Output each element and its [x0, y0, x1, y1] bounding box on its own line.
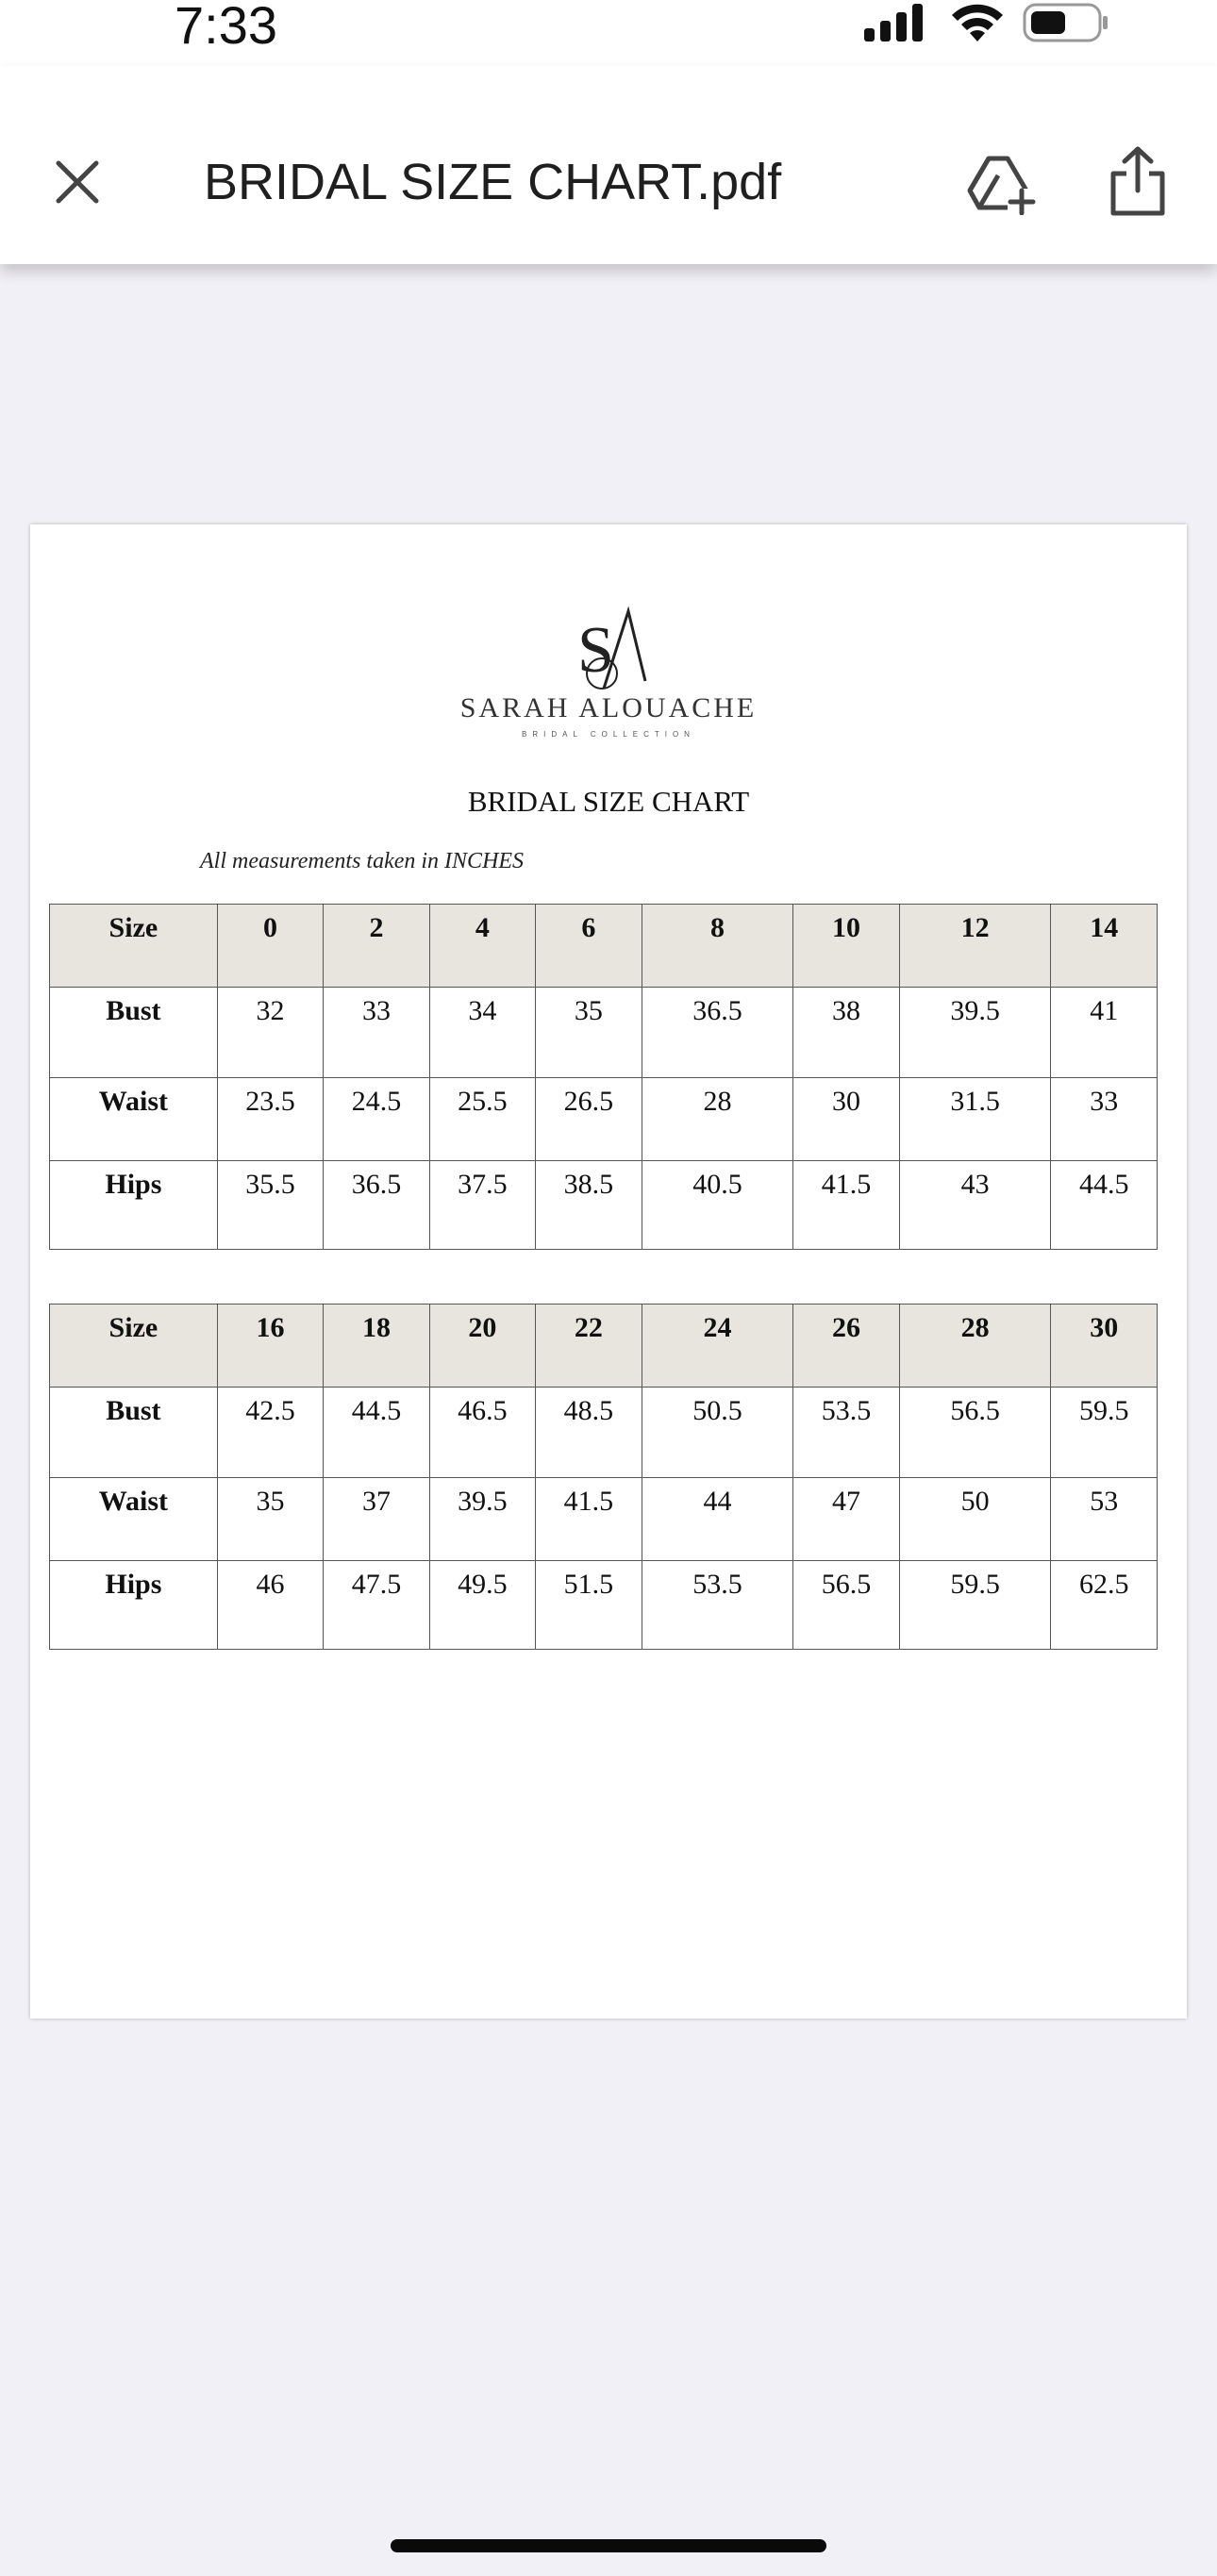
chart-title: BRIDAL SIZE CHART	[467, 785, 750, 818]
value-cell: 46.5	[429, 1388, 535, 1478]
brand-monogram-logo	[566, 604, 655, 694]
value-cell: 33	[324, 988, 429, 1078]
status-time: 7:33	[175, 0, 277, 55]
size-cell: 18	[324, 1305, 429, 1388]
value-cell: 25.5	[429, 1078, 535, 1161]
header-label: Size	[50, 1305, 218, 1388]
close-icon[interactable]	[49, 154, 106, 210]
row-label: Waist	[50, 1078, 218, 1161]
value-cell: 59.5	[1051, 1388, 1158, 1478]
value-cell: 26.5	[536, 1078, 642, 1161]
value-cell: 35	[536, 988, 642, 1078]
value-cell: 35	[217, 1478, 323, 1561]
row-label: Bust	[50, 988, 218, 1078]
value-cell: 44	[642, 1478, 793, 1561]
size-table	[49, 904, 1158, 1250]
share-icon[interactable]	[1108, 145, 1168, 217]
status-bar	[0, 0, 1217, 66]
measurement-note: All measurements taken in INCHES	[200, 849, 525, 873]
value-cell: 24.5	[324, 1078, 429, 1161]
value-cell: 43	[899, 1161, 1051, 1250]
value-cell: 39.5	[899, 988, 1051, 1078]
value-cell: 31.5	[899, 1078, 1051, 1161]
size-table	[49, 1304, 1158, 1650]
row-label: Hips	[50, 1161, 218, 1250]
size-cell: 2	[324, 905, 429, 988]
value-cell: 37.5	[429, 1161, 535, 1250]
value-cell: 23.5	[217, 1078, 323, 1161]
svg-text:S: S	[577, 614, 614, 687]
size-cell: 22	[536, 1305, 642, 1388]
value-cell: 38.5	[536, 1161, 642, 1250]
value-cell: 30	[793, 1078, 899, 1161]
size-cell: 8	[642, 905, 793, 988]
size-cell: 16	[217, 1305, 323, 1388]
value-cell: 36.5	[642, 988, 793, 1078]
value-cell: 34	[429, 988, 535, 1078]
table-row	[50, 988, 1158, 1078]
pdf-viewer-toolbar	[0, 66, 1217, 264]
size-cell: 26	[793, 1305, 899, 1388]
value-cell: 47.5	[324, 1561, 429, 1650]
table-row	[50, 1078, 1158, 1161]
value-cell: 39.5	[429, 1478, 535, 1561]
size-cell: 10	[793, 905, 899, 988]
value-cell: 32	[217, 988, 323, 1078]
battery-icon	[1023, 2, 1109, 43]
value-cell: 38	[793, 988, 899, 1078]
row-label: Hips	[50, 1561, 218, 1650]
value-cell: 40.5	[642, 1161, 793, 1250]
table-row	[50, 1561, 1158, 1650]
value-cell: 35.5	[217, 1161, 323, 1250]
value-cell: 47	[793, 1478, 899, 1561]
size-cell: 4	[429, 905, 535, 988]
value-cell: 50.5	[642, 1388, 793, 1478]
size-cell: 12	[899, 905, 1051, 988]
pdf-page	[30, 524, 1187, 2019]
table-row	[50, 1388, 1158, 1478]
value-cell: 33	[1051, 1078, 1158, 1161]
document-title: BRIDAL SIZE CHART.pdf	[204, 154, 782, 210]
value-cell: 41.5	[536, 1478, 642, 1561]
home-indicator[interactable]	[391, 2539, 826, 2552]
size-cell: 6	[536, 905, 642, 988]
row-label: Waist	[50, 1478, 218, 1561]
size-cell: 30	[1051, 1305, 1158, 1388]
value-cell: 42.5	[217, 1388, 323, 1478]
value-cell: 44.5	[1051, 1161, 1158, 1250]
value-cell: 53	[1051, 1478, 1158, 1561]
value-cell: 37	[324, 1478, 429, 1561]
brand-subtitle: BRIDAL COLLECTION	[522, 730, 695, 739]
table-header-row	[50, 905, 1158, 988]
value-cell: 49.5	[429, 1561, 535, 1650]
size-cell: 14	[1051, 905, 1158, 988]
value-cell: 44.5	[324, 1388, 429, 1478]
add-to-drive-icon[interactable]	[966, 153, 1036, 215]
value-cell: 36.5	[324, 1161, 429, 1250]
value-cell: 62.5	[1051, 1561, 1158, 1650]
value-cell: 50	[899, 1478, 1051, 1561]
size-cell: 20	[429, 1305, 535, 1388]
table-row	[50, 1478, 1158, 1561]
table-row	[50, 1161, 1158, 1250]
value-cell: 59.5	[899, 1561, 1051, 1650]
value-cell: 41	[1051, 988, 1158, 1078]
size-cell: 24	[642, 1305, 793, 1388]
value-cell: 41.5	[793, 1161, 899, 1250]
value-cell: 51.5	[536, 1561, 642, 1650]
value-cell: 48.5	[536, 1388, 642, 1478]
value-cell: 28	[642, 1078, 793, 1161]
header-label: Size	[50, 905, 218, 988]
value-cell: 56.5	[793, 1561, 899, 1650]
value-cell: 56.5	[899, 1388, 1051, 1478]
wifi-icon	[949, 2, 1006, 43]
cellular-signal-icon	[864, 4, 925, 42]
value-cell: 53.5	[793, 1388, 899, 1478]
size-cell: 28	[899, 1305, 1051, 1388]
value-cell: 46	[217, 1561, 323, 1650]
value-cell: 53.5	[642, 1561, 793, 1650]
row-label: Bust	[50, 1388, 218, 1478]
brand-name: SARAH ALOUACHE	[459, 692, 758, 723]
table-header-row	[50, 1305, 1158, 1388]
size-cell: 0	[217, 905, 323, 988]
